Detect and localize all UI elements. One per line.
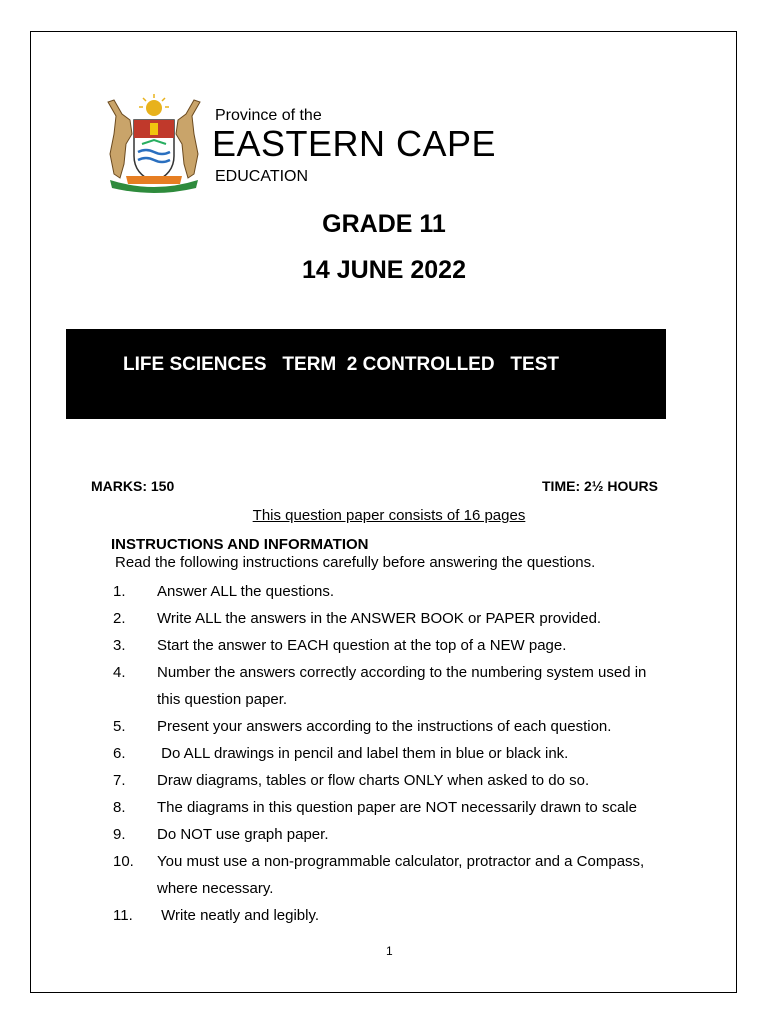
instruction-number: 11.: [113, 907, 133, 924]
instruction-number: 4.: [113, 664, 126, 681]
instructions-heading: INSTRUCTIONS AND INFORMATION: [111, 536, 369, 553]
instruction-number: 3.: [113, 637, 126, 654]
pages-note: This question paper consists of 16 pages: [252, 507, 526, 524]
instruction-item: [113, 821, 673, 848]
instruction-text: Write neatly and legibly.: [157, 907, 320, 924]
instruction-item: [113, 713, 673, 740]
instruction-item: [113, 659, 673, 713]
instruction-text: Number the answers correctly according to the numbering system used in this question paper.: [157, 664, 651, 708]
instruction-item: [113, 794, 673, 821]
time-label: TIME: 2½ HOURS: [542, 478, 658, 494]
page-number: 1: [386, 944, 393, 958]
instruction-text: Present your answers according to the instructions of each question.: [157, 718, 612, 735]
instruction-item: [113, 902, 673, 929]
instruction-text: Write ALL the answers in the ANSWER BOOK or PAPER provided.: [157, 610, 602, 627]
instruction-number: 7.: [113, 772, 126, 789]
logo-line-education: EDUCATION: [215, 168, 309, 185]
instruction-item: [113, 767, 673, 794]
instructions-list: [113, 578, 673, 929]
instruction-number: 5.: [113, 718, 126, 735]
instruction-text: The diagrams in this question paper are NOT necessarily drawn to scale: [157, 799, 637, 816]
instruction-number: 10.: [113, 853, 134, 870]
instruction-item: [113, 632, 673, 659]
instruction-number: 9.: [113, 826, 126, 843]
instruction-text: You must use a non-programmable calculator, protractor and a Compass, where necessary.: [157, 853, 649, 897]
instruction-text: Do NOT use graph paper.: [157, 826, 329, 843]
date-heading: 14 JUNE 2022: [301, 256, 466, 284]
instruction-text: Do ALL drawings in pencil and label them in blue or black ink.: [157, 745, 569, 762]
instruction-text: Answer ALL the questions.: [157, 583, 335, 600]
logo-line-eastern-cape: EASTERN CAPE: [212, 123, 497, 164]
subject-banner: [66, 329, 666, 419]
instruction-number: 8.: [113, 799, 126, 816]
instruction-number: 6.: [113, 745, 126, 762]
instruction-number: 1.: [113, 583, 126, 600]
instruction-item: [113, 605, 673, 632]
instruction-item: [113, 848, 673, 902]
subject-title: LIFE SCIENCES TERM 2 CONTROLLED TEST: [123, 354, 559, 375]
coat-of-arms-icon: [96, 94, 212, 196]
instruction-item: [113, 740, 673, 767]
grade-heading: GRADE 11: [322, 210, 446, 238]
instruction-number: 2.: [113, 610, 126, 627]
instruction-text: Start the answer to EACH question at the top of a NEW page.: [157, 637, 567, 654]
marks-label: MARKS: 150: [91, 478, 175, 494]
instruction-text: Draw diagrams, tables or flow charts ONLY when asked to do so.: [157, 772, 590, 789]
province-logo: [96, 94, 497, 196]
instruction-item: [113, 578, 673, 605]
logo-line-province: Province of the: [215, 107, 322, 124]
instructions-intro: Read the following instructions carefully before answering the questions.: [115, 554, 596, 571]
